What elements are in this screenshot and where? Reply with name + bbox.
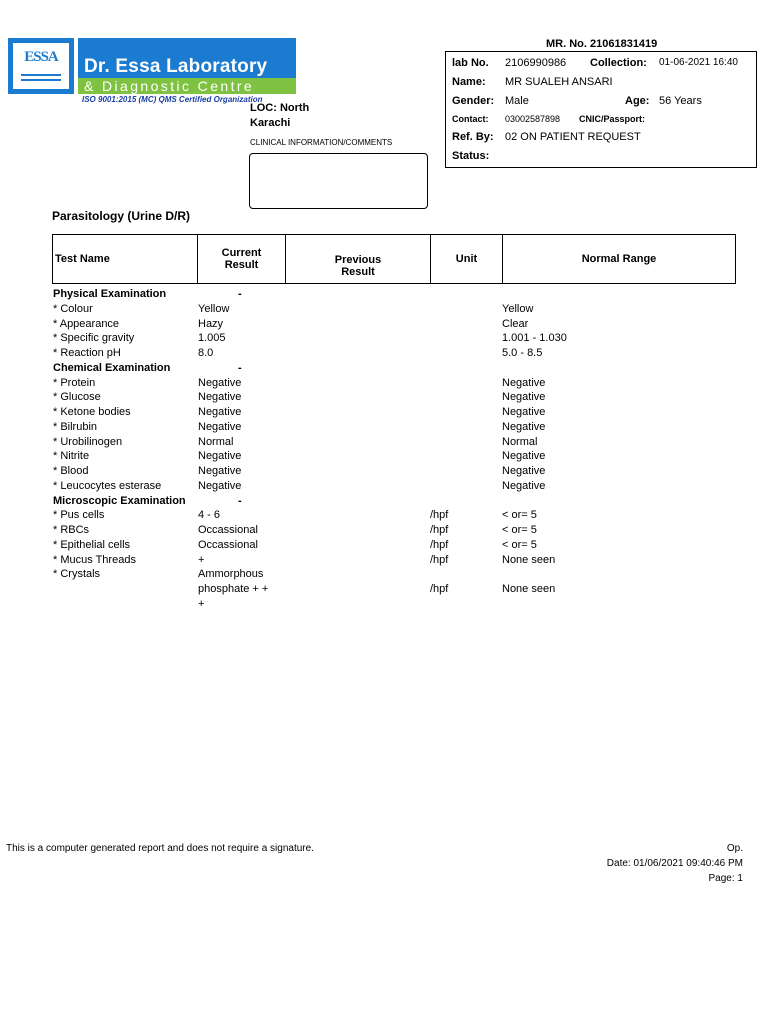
normal-range: Yellow bbox=[502, 302, 534, 315]
current-result: Negative bbox=[198, 465, 242, 477]
normal-range: 1.001 - 1.030 bbox=[502, 332, 567, 345]
current-result: Negative bbox=[198, 450, 242, 463]
test-name: * Reaction pH bbox=[53, 347, 121, 359]
test-name: * Bilrubin bbox=[53, 420, 98, 433]
current-result: 4 - 6 bbox=[198, 509, 221, 522]
section-heading: Chemical Examination bbox=[53, 361, 171, 374]
cnic-label: CNIC/Passport: bbox=[579, 114, 646, 124]
logo-seal bbox=[8, 38, 74, 94]
normal-range: Negative bbox=[502, 376, 546, 389]
test-name: * Leucocytes esterase bbox=[53, 479, 162, 492]
logo-subtitle: & Diagnostic Centre bbox=[84, 78, 255, 94]
unit: /hpf bbox=[430, 524, 449, 536]
footer-date: Date: 01/06/2021 09:40:46 PM bbox=[606, 858, 743, 869]
test-name: * RBCs bbox=[53, 524, 90, 536]
name-value: MR SUALEH ANSARI bbox=[505, 76, 613, 88]
gender-label: Gender: bbox=[452, 95, 495, 107]
ref-by-value: 02 ON PATIENT REQUEST bbox=[505, 131, 641, 143]
header-test-name: Test Name bbox=[53, 235, 198, 283]
test-name: * Urobilinogen bbox=[53, 435, 123, 448]
current-result: + bbox=[198, 597, 205, 610]
current-result: Negative bbox=[198, 420, 242, 433]
section-heading-dash: - bbox=[238, 361, 242, 374]
age-value: 56 Years bbox=[659, 95, 702, 107]
name-label: Name: bbox=[452, 76, 486, 88]
test-name: * Epithelial cells bbox=[53, 538, 131, 551]
location-line2: Karachi bbox=[250, 117, 291, 129]
normal-range: Negative bbox=[502, 479, 546, 492]
current-result: Hazy bbox=[198, 317, 224, 330]
normal-range: Normal bbox=[502, 435, 538, 448]
logo-seal-text: ESSA bbox=[24, 49, 58, 65]
location-line1: LOC: North bbox=[250, 102, 310, 114]
unit: /hpf bbox=[430, 583, 449, 595]
test-name: * Crystals bbox=[53, 568, 101, 581]
normal-range: Clear bbox=[502, 317, 529, 330]
current-result: Negative bbox=[198, 479, 242, 492]
test-name: * Ketone bodies bbox=[53, 406, 131, 418]
contact-label: Contact: bbox=[452, 114, 489, 124]
test-name: * Mucus Threads bbox=[53, 553, 136, 566]
unit: /hpf bbox=[430, 538, 449, 551]
lab-no-value: 2106990986 bbox=[505, 57, 567, 69]
section-heading: Physical Examination bbox=[53, 288, 167, 300]
section-heading-dash: - bbox=[238, 288, 242, 300]
clinical-info-box bbox=[249, 153, 428, 209]
contact-value: 03002587898 bbox=[505, 114, 561, 124]
status-label: Status: bbox=[452, 150, 490, 162]
test-name: * Colour bbox=[53, 302, 93, 315]
ref-by-label: Ref. By: bbox=[452, 131, 494, 143]
header-current-result: Current Result bbox=[198, 235, 286, 283]
normal-range: 5.0 - 8.5 bbox=[502, 347, 543, 359]
normal-range: Negative bbox=[502, 406, 546, 418]
iso-certification: ISO 9001:2015 (MC) QMS Certified Organization bbox=[82, 95, 263, 104]
unit: /hpf bbox=[430, 509, 449, 522]
test-name: * Appearance bbox=[53, 317, 120, 330]
patient-info-box bbox=[445, 51, 757, 168]
current-result: Negative bbox=[198, 406, 242, 418]
section-heading-dash: - bbox=[238, 494, 242, 507]
normal-range: < or= 5 bbox=[502, 524, 537, 536]
results-table-header bbox=[52, 234, 736, 284]
header-normal-range: Normal Range bbox=[581, 253, 657, 265]
normal-range: < or= 5 bbox=[502, 509, 537, 522]
current-result: Normal bbox=[198, 435, 234, 448]
lab-no-label: lab No. bbox=[452, 57, 489, 69]
normal-range: Negative bbox=[502, 391, 546, 404]
collection-value: 01-06-2021 16:40 bbox=[659, 57, 738, 68]
test-name: * Blood bbox=[53, 465, 89, 477]
normal-range: < or= 5 bbox=[502, 538, 537, 551]
current-result: Occassional bbox=[198, 524, 258, 536]
footer-operator: Op. bbox=[726, 843, 743, 854]
test-name: * Pus cells bbox=[53, 509, 105, 522]
header-previous-result: Previous Result bbox=[286, 235, 431, 283]
current-result: + bbox=[198, 553, 205, 566]
current-result: 1.005 bbox=[198, 332, 226, 345]
normal-range: None seen bbox=[502, 583, 556, 595]
test-name: * Protein bbox=[53, 376, 96, 389]
current-result: Occassional bbox=[198, 538, 258, 551]
test-name: * Specific gravity bbox=[53, 332, 135, 345]
normal-range: Negative bbox=[502, 450, 546, 463]
test-name: * Nitrite bbox=[53, 450, 90, 463]
logo-name: Dr. Essa Laboratory bbox=[84, 56, 268, 77]
mr-number: MR. No. 21061831419 bbox=[546, 38, 658, 50]
current-result: Negative bbox=[198, 391, 242, 404]
normal-range: Negative bbox=[502, 465, 546, 477]
section-heading: Microscopic Examination bbox=[53, 494, 186, 507]
gender-value: Male bbox=[505, 95, 529, 107]
footer-note: This is a computer generated report and does not require a signature. bbox=[6, 843, 314, 854]
age-label: Age: bbox=[625, 95, 650, 107]
footer-page: Page: 1 bbox=[708, 873, 743, 884]
section-title: Parasitology (Urine D/R) bbox=[52, 209, 191, 223]
unit: /hpf bbox=[430, 553, 449, 566]
collection-label: Collection: bbox=[590, 57, 647, 69]
current-result: Yellow bbox=[198, 302, 230, 315]
header-unit: Unit bbox=[431, 235, 503, 283]
current-result: Negative bbox=[198, 376, 242, 389]
normal-range: Negative bbox=[502, 420, 546, 433]
current-result: Ammorphous bbox=[198, 568, 264, 581]
test-name: * Glucose bbox=[53, 391, 101, 404]
clinical-info-label: CLINICAL INFORMATION/COMMENTS bbox=[250, 138, 393, 147]
current-result: 8.0 bbox=[198, 347, 214, 359]
normal-range: None seen bbox=[502, 553, 556, 566]
current-result: phosphate + + bbox=[198, 583, 269, 595]
